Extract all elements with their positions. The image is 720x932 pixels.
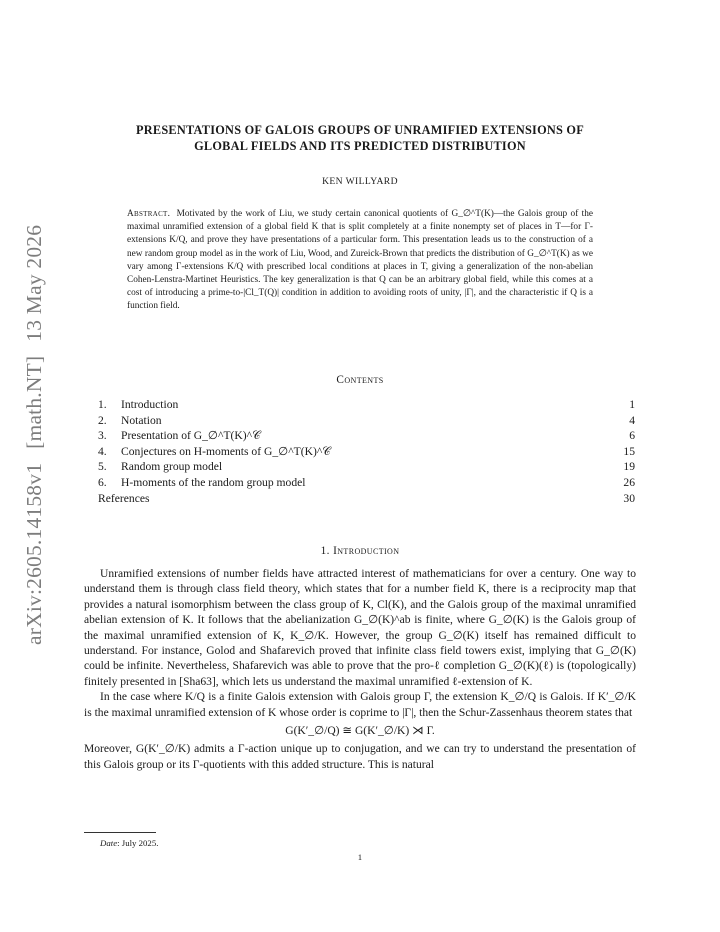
arxiv-id: arXiv:2605.14158v1 [22, 462, 46, 645]
toc-entry-title: Presentation of G_∅^T(K)^𝒞 [121, 429, 261, 443]
toc-entry-title: References [98, 491, 150, 505]
toc-entry-page: 19 [623, 460, 635, 474]
toc-entry-notation[interactable] [98, 413, 635, 429]
toc-entry-page: 4 [629, 413, 635, 427]
footnote [100, 838, 158, 848]
toc-entry-title: Introduction [121, 398, 179, 411]
abstract-label: Abstract. [127, 209, 171, 219]
display-equation: G(K′_∅/Q) ≅ G(K′_∅/K) ⋊ Γ. [285, 725, 435, 738]
abstract-text: Motivated by the work of Liu, we study certain canonical quotients of G_∅^T(K)—the Galois group of the maximal unramified extension of a global field K that is split completely at a finite nonempty set of places in T—for Γ-extensions K/Q, and prove they have presentations of a particular form. This presentation leads us to the construction of a new random group model as in the work of Liu, Wood, and Zureick-Brown that predicts the distribution of G_∅^T(K) as we vary among Γ-extensions K/Q with prescribed local conditions at places in T, giving a generalization of the non-abelian Cohen-Lenstra-Martinet Heuristics. The key generalization is that Q can be an arbitrary global field, while this comes at a cost of introducing a prime-to-|Cl_T(Q)| condition in addition to avoiding roots of unity, |Γ|, and the characteristic if Q is a function field. [127, 209, 593, 312]
contents-heading: Contents [336, 374, 384, 386]
paper-title-line-2: GLOBAL FIELDS AND ITS PREDICTED DISTRIBUTION [194, 139, 526, 153]
page-number: 1 [357, 852, 363, 862]
toc-entry-title: Conjectures on H-moments of G_∅^T(K)^𝒞 [121, 444, 331, 458]
table-of-contents [98, 397, 635, 506]
body-paragraph: Moreover, G(K′_∅/K) admits a Γ-action unique up to conjugation, and we can try to understand the presentation of this Galois group or its Γ-quotients with this added structure. This is natural [84, 743, 636, 771]
toc-entry-title: Random group model [121, 460, 223, 474]
toc-entry-conjectures[interactable] [98, 444, 635, 460]
author: KEN WILLYARD [322, 176, 398, 187]
toc-entry-number: 1. [98, 398, 107, 411]
toc-entry-introduction[interactable] [98, 397, 635, 413]
paper-title [80, 122, 640, 154]
toc-entry-number: 5. [98, 460, 107, 474]
toc-entry-number: 6. [98, 475, 107, 489]
body-paragraph: In the case where K/Q is a finite Galois extension with Galois group Γ, the extension K_∅/Q is Galois. If K′_∅/K is the maximal unramified extension of K whose order is coprime to |Γ|, then the Schur-Zassenhaus theorem states that [84, 691, 636, 719]
toc-entry-page: 26 [623, 475, 635, 489]
section-number: 1. [320, 545, 330, 557]
abstract [127, 208, 593, 314]
toc-entry-presentation[interactable] [98, 428, 635, 444]
toc-entry-random-group-model[interactable] [98, 459, 635, 475]
section-title: Introduction [333, 545, 400, 557]
arxiv-identifier-sidebar [22, 225, 47, 645]
toc-entry-references[interactable] [98, 491, 635, 507]
section-body [84, 567, 636, 773]
toc-entry-title: Notation [121, 413, 162, 427]
arxiv-category: [math.NT] [22, 355, 46, 449]
toc-entry-page: 15 [623, 444, 635, 458]
paper-title-line-1: PRESENTATIONS OF GALOIS GROUPS OF UNRAMIFIED EXTENSIONS OF [135, 123, 585, 137]
toc-entry-page: 6 [629, 429, 635, 443]
toc-entry-page: 1 [629, 398, 635, 411]
arxiv-date: 13 May 2026 [22, 224, 46, 342]
footnote-label: Date [100, 838, 118, 848]
toc-entry-number: 4. [98, 444, 107, 458]
footnote-rule [84, 832, 156, 833]
toc-entry-title: H-moments of the random group model [121, 475, 306, 489]
section-heading [80, 545, 640, 557]
toc-entry-h-moments[interactable] [98, 475, 635, 491]
toc-entry-page: 30 [623, 491, 635, 505]
footnote-separator: : [117, 838, 122, 848]
toc-entry-number: 3. [98, 429, 107, 443]
body-paragraph: Unramified extensions of number fields have attracted interest of mathematicians for over a century. One way to understand them is through class field theory, which states that for a number field K, there is a reciprocity map that provides a natural isomorphism between the class group of K, Cl(K), and the Galois group of the maximal unramified abelian extension of K. It follows that the abelianization G_∅(K)^ab is finite, where G_∅(K) is the Galois group of the maximal unramified extension of K, K_∅/K. However, the group G_∅(K) itself has remained difficult to understand. For instance, Golod and Shafarevich proved that infinite class field towers exist, implying that G_∅(K) could be infinite. Nevertheless, Shafarevich was able to prove that the pro-ℓ completion G_∅(K)(ℓ) is (topologically) finitely presented in [Sha63], which lets us understand the maximal unramified ℓ-extension of K. [84, 568, 636, 688]
footnote-text: July 2025. [121, 838, 159, 848]
toc-entry-number: 2. [98, 413, 107, 427]
